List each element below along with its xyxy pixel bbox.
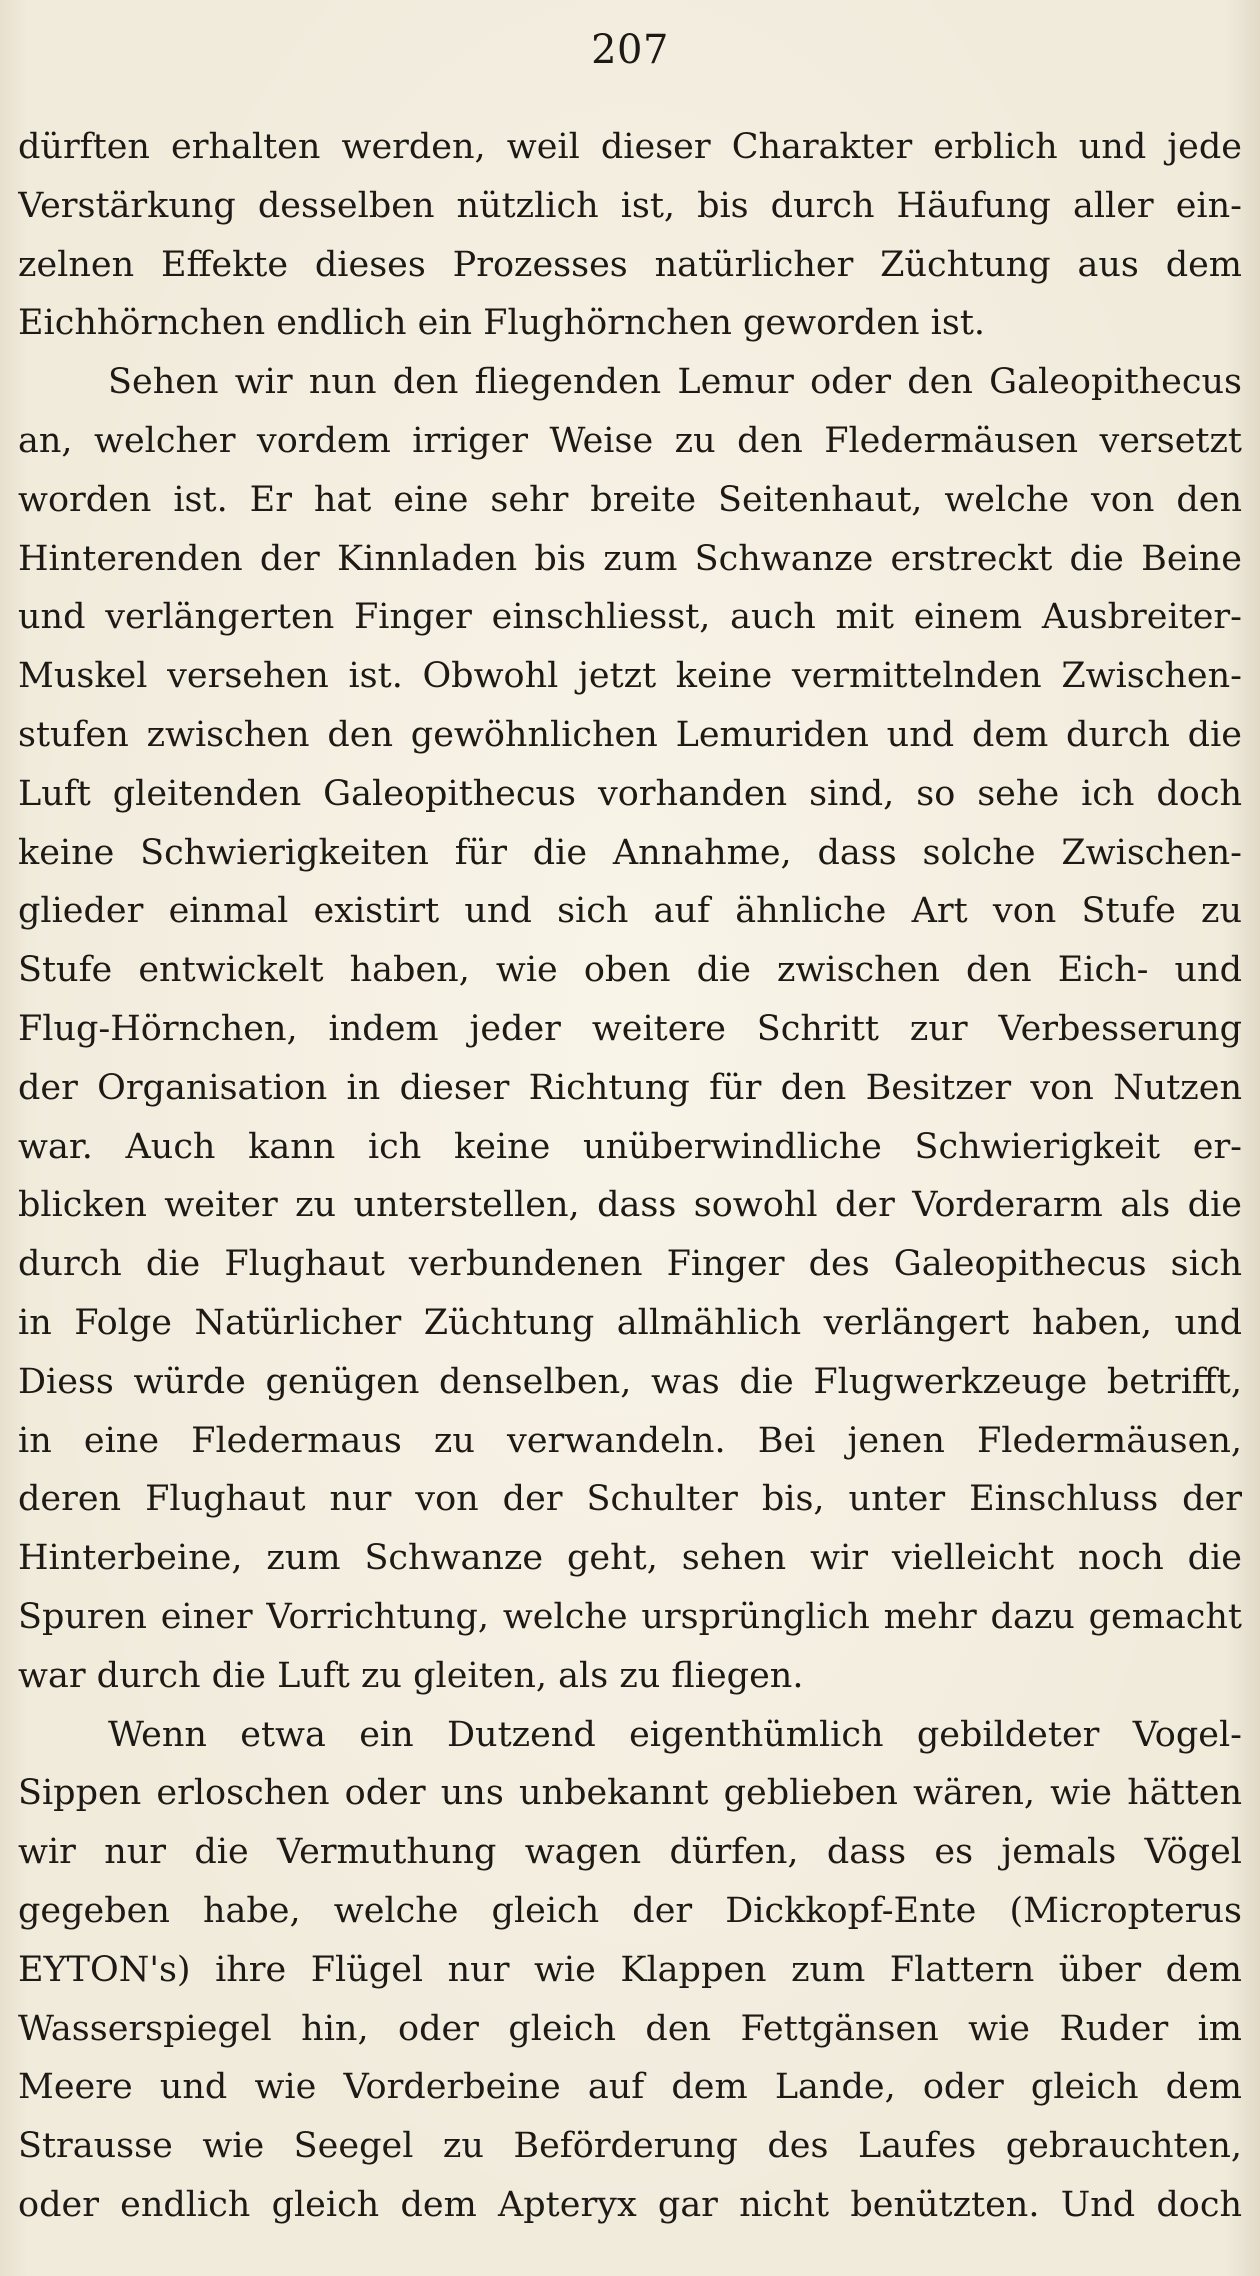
text-line: Flug-Hörnchen, indem jeder weitere Schritt zur Verbesserung <box>18 1008 1242 1049</box>
text-line: Wenn etwa ein Dutzend eigenthümlich gebildeter Vogel- <box>108 1714 1242 1755</box>
text-line: dürften erhalten werden, weil dieser Charakter erblich und jede <box>18 127 1242 167</box>
text-line: glieder einmal existirt und sich auf ähnliche Art von Stufe zu <box>18 891 1242 932</box>
text-line: Diess würde genügen denselben, was die Flugwerkzeuge betrifft, <box>18 1361 1242 1402</box>
text-line: Wasserspiegel hin, oder gleich den Fettgänsen wie Ruder im <box>18 2008 1242 2049</box>
text-line: Luft gleitenden Galeopithecus vorhanden sind, so sehe ich doch <box>18 773 1242 814</box>
text-line: Muskel versehen ist. Obwohl jetzt keine vermittelnden Zwischen- <box>18 656 1242 697</box>
text-line: blicken weiter zu unterstellen, dass sowohl der Vorderarm als die <box>18 1185 1242 1226</box>
text-line: durch die Flughaut verbundenen Finger des Galeopithecus sich <box>18 1244 1242 1285</box>
text-line: war. Auch kann ich keine unüberwindliche Schwierigkeit er- <box>18 1126 1242 1167</box>
text-line: Spuren einer Vorrichtung, welche ursprünglich mehr dazu gemacht <box>18 1596 1242 1637</box>
text-line: oder endlich gleich dem Apteryx gar nicht benützten. Und doch <box>18 2184 1242 2225</box>
text-line: zelnen Effekte dieses Prozesses natürlicher Züchtung aus dem <box>18 244 1242 285</box>
text-line: und verlängerten Finger einschliesst, auch mit einem Ausbreiter- <box>18 597 1242 638</box>
text-line: Meere und wie Vorderbeine auf dem Lande, oder gleich dem <box>18 2067 1242 2108</box>
text-line: keine Schwierigkeiten für die Annahme, dass solche Zwischen- <box>18 832 1242 873</box>
text-line: Verstärkung desselben nützlich ist, bis durch Häufung aller ein- <box>18 185 1242 226</box>
text-line: Sehen wir nun den fliegenden Lemur oder den Galeopithecus <box>108 362 1242 403</box>
text-line: Strausse wie Seegel zu Beförderung des Laufes gebrauchten, <box>18 2126 1242 2167</box>
text-line: gegeben habe, welche gleich der Dickkopf-Ente (Micropterus <box>18 1890 1242 1931</box>
text-line: wir nur die Vermuthung wagen dürfen, dass es jemals Vögel <box>18 1832 1242 1873</box>
text-line: an, welcher vordem irriger Weise zu den Fledermäusen versetzt <box>18 420 1242 461</box>
body-text <box>18 118 1242 2235</box>
text-line: in Folge Natürlicher Züchtung allmählich verlängert haben, und <box>18 1302 1242 1343</box>
text-line: der Organisation in dieser Richtung für den Besitzer von Nutzen <box>18 1067 1242 1108</box>
page-number: 207 <box>591 27 669 73</box>
text-line: worden ist. Er hat eine sehr breite Seitenhaut, welche von den <box>18 479 1242 520</box>
text-line: Hinterbeine, zum Schwanze geht, sehen wir vielleicht noch die <box>18 1538 1242 1579</box>
text-line: Sippen erloschen oder uns unbekannt geblieben wären, wie hätten <box>18 1773 1242 1814</box>
text-line: stufen zwischen den gewöhnlichen Lemuriden und dem durch die <box>18 714 1242 755</box>
text-line: EYTON's) ihre Flügel nur wie Klappen zum Flattern über dem <box>18 1949 1242 1990</box>
text-line: Stufe entwickelt haben, wie oben die zwischen den Eich- und <box>18 950 1242 991</box>
text-line: deren Flughaut nur von der Schulter bis, unter Einschluss der <box>18 1479 1242 1520</box>
text-line: Eichhörnchen endlich ein Flughörnchen geworden ist. <box>18 303 986 344</box>
text-line: in eine Fledermaus zu verwandeln. Bei jenen Fledermäusen, <box>18 1420 1242 1461</box>
text-line: war durch die Luft zu gleiten, als zu fliegen. <box>18 1655 804 1696</box>
text-line: Hinterenden der Kinnladen bis zum Schwanze erstreckt die Beine <box>18 538 1242 579</box>
